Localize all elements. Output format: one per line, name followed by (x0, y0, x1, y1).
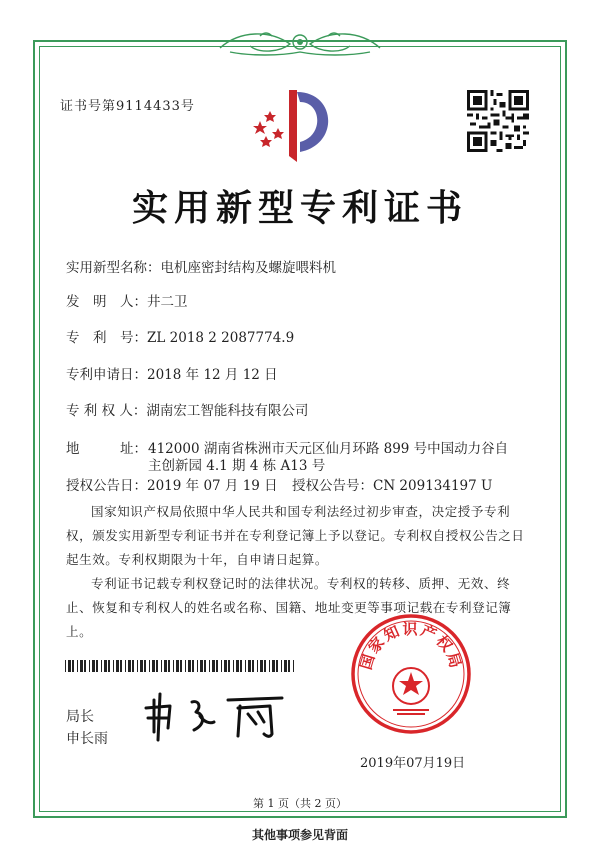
address-label: 地 址： (66, 441, 147, 457)
utility-model-name-label: 实用新型名称： (66, 260, 161, 276)
grant-announce-date-row (66, 477, 278, 495)
patent-number-label: 专 利 号： (66, 330, 147, 346)
legal-status-paragraph: 专利证书记载专利权登记时的法律状况。专利权的转移、质押、无效、终止、恢复和专利权人的姓名或名称、国籍、地址变更等事项记载在专利登记簿上。 (66, 576, 512, 639)
patentee-row (66, 402, 308, 420)
address-line-1: 412000 湖南省株洲市天元区仙月环路 899 号中国动力谷自 (148, 441, 509, 457)
director-signature (140, 688, 290, 743)
filing-date-label: 专利申请日： (66, 367, 147, 383)
barcode-icon (65, 660, 295, 672)
certificate-number: 证书号第9114433号 (60, 99, 195, 114)
back-note: 其他事项参见背面 (251, 828, 348, 842)
page-number: 第 1 页（共 2 页） (253, 797, 347, 810)
inventor-row (66, 293, 188, 311)
filing-date-row (66, 366, 278, 384)
director-name: 申长雨 (66, 731, 108, 747)
ornament-icon (210, 26, 390, 60)
inventor-value: 井二卫 (147, 294, 188, 310)
grant-announce-number-label: 授权公告号： (292, 478, 373, 494)
inventor-label: 发 明 人： (66, 294, 147, 310)
utility-model-name-row (66, 259, 336, 277)
grant-announce-date-value: 2019 年 07 月 19 日 (147, 478, 278, 494)
patent-number-row (66, 329, 294, 347)
grant-announce-number-value: CN 209134197 U (373, 478, 493, 494)
qr-code-icon (467, 90, 529, 152)
grant-announce-number-row (292, 477, 492, 495)
filing-date-value: 2018 年 12 月 12 日 (147, 367, 278, 383)
patentee-value: 湖南宏工智能科技有限公司 (146, 403, 309, 419)
address-label-row (66, 440, 147, 458)
patent-logo-icon (244, 86, 344, 166)
director-title: 局长 (66, 709, 94, 725)
certificate-title: 实用新型专利证书 (131, 187, 468, 229)
grant-announce-date-label: 授权公告日： (66, 478, 147, 494)
address-line-2: 主创新园 4.1 期 4 栋 A13 号 (148, 458, 326, 474)
utility-model-name-value: 电机座密封结构及螺旋喂料机 (160, 260, 336, 276)
svg-text:国家知识产权局: 国家知识产权局 (356, 620, 466, 672)
seal-date: 2019年07月19日 (360, 756, 466, 771)
patentee-label: 专 利 权 人： (66, 403, 147, 419)
grant-statement-paragraph: 国家知识产权局依照中华人民共和国专利法经过初步审查，决定授予专利权，颁发实用新型专利证书并在专利登记簿上予以登记。专利权自授权公告之日起生效。专利权期限为十年，自申请日起算。 (66, 504, 525, 567)
official-seal (349, 612, 473, 736)
patent-number-value: ZL 2018 2 2087774.9 (147, 330, 295, 346)
